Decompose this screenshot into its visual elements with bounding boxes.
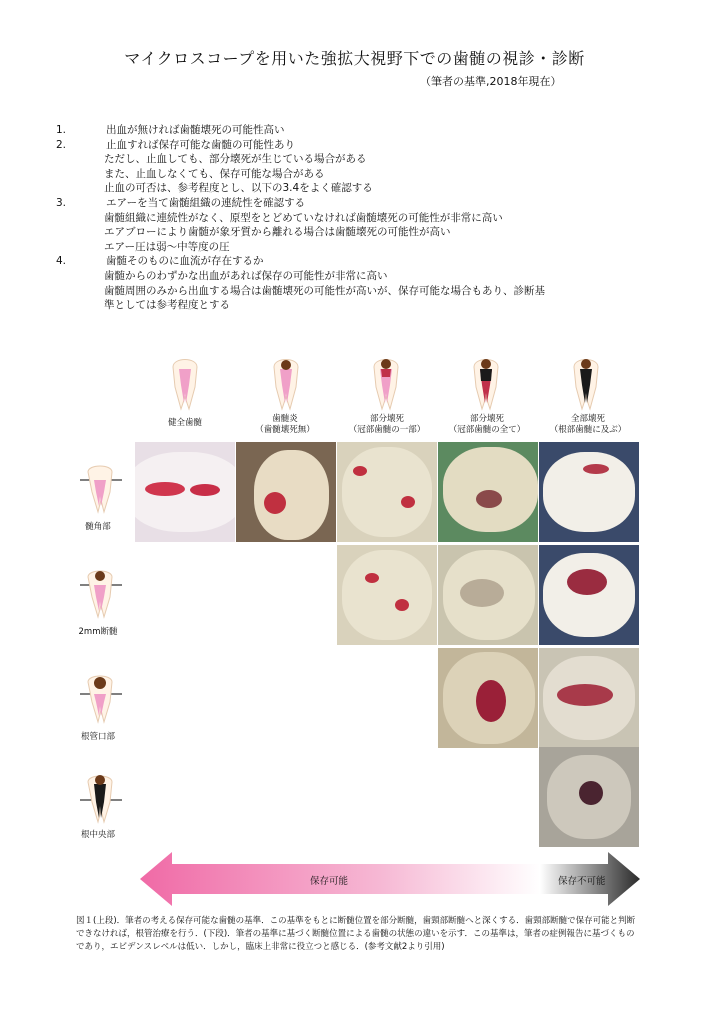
tooth-canal-orifice-icon [80, 676, 122, 722]
list-sub: 止血の可否は、参考程度とし、以下の3.4をよく確認する [104, 182, 373, 195]
column-header-line2: （根部歯髄に及ぶ） [549, 425, 627, 435]
photo-crown-necrosis-2mm [438, 545, 538, 645]
row-tooth-icons [70, 462, 130, 832]
list-sub: また、止血しなくても、保存可能な場合がある [104, 167, 325, 180]
column-header [533, 414, 643, 436]
photo-total-necrosis-pulp-horn [539, 442, 639, 542]
list-item [56, 196, 656, 254]
column-header-line1: 全部壊死 [570, 414, 605, 424]
column-tooth-icons [135, 355, 655, 413]
photo-crown-necrosis-pulp-horn [438, 442, 538, 542]
column-header-line2: （歯髄壊死無） [255, 425, 315, 435]
row-label: 根管口部 [80, 732, 115, 742]
list-sub: 準としては参考程度とする [104, 299, 230, 312]
photo-pulpitis-pulp-horn [236, 442, 336, 542]
column-header [230, 414, 340, 436]
photo-total-necrosis-2mm [539, 545, 639, 645]
row-label: 2mm断髄 [78, 627, 118, 637]
column-header-line1: 部分壊死 [369, 414, 404, 424]
column-header-line1: 健全歯髄 [167, 418, 202, 428]
photo-partial-pulp-horn [337, 442, 437, 542]
list-item [56, 123, 656, 138]
list-item [56, 254, 656, 312]
list-number: 1. [56, 124, 67, 136]
list-sub: エアブローにより歯髄が象牙質から離れる場合は歯髄壊死の可能性が高い [104, 226, 451, 239]
list-number: 4. [56, 255, 67, 268]
photo-total-necrosis-mid-root [539, 747, 639, 847]
tooth-healthy-icon [173, 360, 197, 410]
tooth-partial-necrosis-icon [374, 359, 398, 409]
tooth-pulpitis-icon [274, 360, 298, 410]
column-header [432, 414, 542, 436]
row-label: 根中央部 [80, 830, 115, 840]
criteria-list [56, 123, 656, 313]
arrow-left-label: 保存可能 [310, 876, 349, 887]
list-number: 3. [56, 196, 67, 209]
row-label: 髄角部 [85, 522, 111, 532]
column-header-line2: （冠部歯髄の一部） [348, 425, 426, 435]
list-sub: 歯髄周囲のみから出血する場合は歯髄壊死の可能性が高いが、保存可能な場合もあり、診断基 [104, 284, 545, 297]
tooth-mid-root-icon [80, 775, 122, 822]
photo-total-necrosis-canal [539, 648, 639, 748]
list-sub: 歯髄組織に連続性がなく、原型をとどめていなければ歯髄壊死の可能性が非常に高い [104, 211, 503, 224]
list-sub: エアー圧は弱〜中等度の圧 [104, 240, 230, 253]
tooth-crown-necrosis-icon [474, 359, 498, 409]
list-main: 出血が無ければ歯髄壊死の可能性高い [106, 124, 285, 136]
arrow-right-label: 保存不可能 [558, 876, 606, 887]
list-sub: ただし、止血しても、部分壊死が生じている場合がある [104, 153, 367, 166]
photo-healthy-pulp-horn [135, 442, 235, 542]
figure-caption: 図１(上段)．筆者の考える保存可能な歯髄の基準．この基準をもとに断髄位置を部分断髄，歯頸部断髄へと深くする．歯頸部断髄で保存可能と判断できなければ，根管治療を行う．(下段)．筆者の基準に基づく断髄位置による歯髄の状態の違いを示す．この基準は，筆者の症例報告に基づくものであり，エビデンスレベルは低い．しかし，臨床上非常に役立つと感じる．(参考文献2より引用) [76, 916, 636, 952]
list-item [56, 138, 656, 196]
list-sub: 歯髄からのわずかな出血があれば保存の可能性が非常に高い [104, 269, 388, 282]
column-header-line2: （冠部歯髄の全て） [448, 425, 526, 435]
list-main: 止血すれば保存可能な歯髄の可能性あり [106, 138, 295, 151]
photo-crown-necrosis-canal [438, 648, 538, 748]
list-number: 2. [56, 138, 67, 151]
page-subtitle: （筆者の基準,2018年現在） [420, 75, 562, 88]
list-main: エアーを当て歯髄組織の連続性を確認する [106, 196, 306, 209]
column-header [130, 418, 240, 429]
column-header-line1: 部分壊死 [469, 414, 504, 424]
tooth-2mm-icon [80, 571, 122, 617]
column-header [332, 414, 442, 436]
page-title: マイクロスコープを用いた強拡大視野下での歯髄の視診・診断 [124, 49, 585, 68]
list-main: 歯髄そのものに血流が存在するか [106, 255, 264, 268]
photo-partial-2mm [337, 545, 437, 645]
column-header-line1: 歯髄炎 [272, 414, 298, 424]
tooth-total-necrosis-icon [574, 359, 598, 409]
tooth-pulp-horn-icon [80, 466, 122, 512]
